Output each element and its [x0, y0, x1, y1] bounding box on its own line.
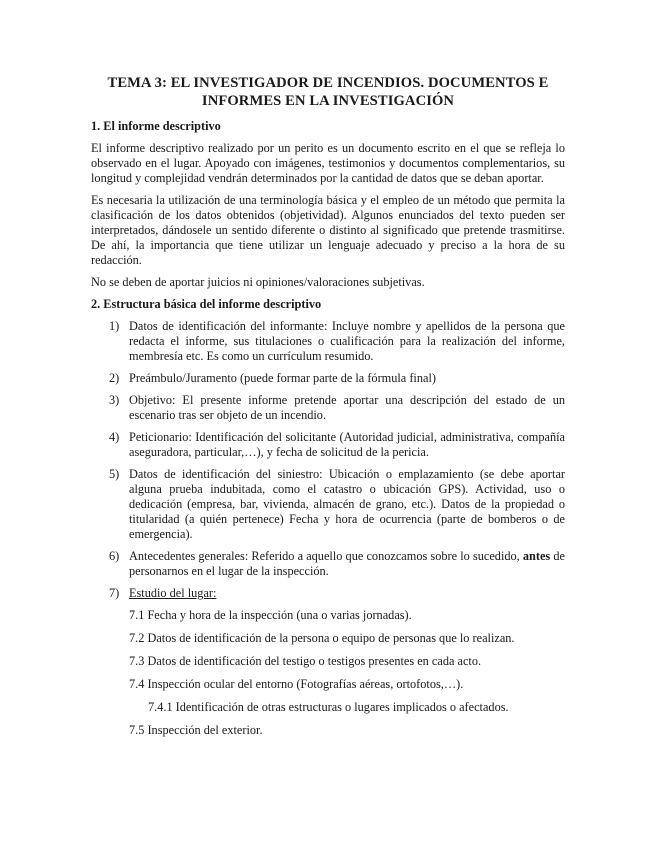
- list-item-number: 5): [109, 467, 120, 481]
- list-item-text-after: de personarnos en el lugar de la inspección.: [129, 549, 565, 578]
- list-item-number: 6): [109, 549, 120, 563]
- subitem-7-4: 7.4 Inspección ocular del entorno (Fotografías aéreas, ortofotos,…).: [129, 677, 464, 691]
- document-title: [91, 74, 565, 110]
- list-item-text: Datos de identificación del informante: Incluye nombre y apellidos de la persona que redacta el informe, sus titulaciones o cualificación para la realización del informe, membresía etc. Es como un currículum resumido.: [129, 319, 565, 363]
- title-line-1: TEMA 3: EL INVESTIGADOR DE INCENDIOS. DOCUMENTOS E: [107, 75, 549, 91]
- list-item: [91, 393, 565, 423]
- paragraph-terminology: Es necesaria la utilización de una terminología básica y el empleo de un método que permita la clasificación de los datos obtenidos (objetividad). Algunos enunciados del texto pueden ser interpretados, dándosele un sentido diferente o distinto al significado que pretende trasmitirse. De ahí, la importancia que tiene utilizar un lenguaje adecuado y preciso a la hora de su redacción.: [91, 193, 565, 267]
- subitem-7-5: 7.5 Inspección del exterior.: [129, 723, 263, 737]
- list-item-text-before: Antecedentes generales: Referido a aquello que conozcamos sobre lo sucedido,: [129, 549, 523, 563]
- list-item-text: Preámbulo/Juramento (puede formar parte de la fórmula final): [129, 371, 436, 385]
- paragraph-no-judgements: No se deben de aportar juicios ni opiniones/valoraciones subjetivas.: [91, 275, 425, 289]
- section-heading-informe-descriptivo: 1. El informe descriptivo: [91, 119, 221, 133]
- list-item: [91, 319, 565, 364]
- list-item-bold-word: antes: [522, 549, 551, 563]
- list-item-text: Peticionario: Identificación del solicitante (Autoridad judicial, administrativa, compañía aseguradora, particular,…), y fecha de solicitud de la pericia.: [129, 430, 565, 459]
- subitem-7-2: 7.2 Datos de identificación de la persona o equipo de personas que lo realizan.: [129, 631, 515, 645]
- subitem-7-4-1: 7.4.1 Identificación de otras estructuras o lugares implicados o afectados.: [148, 700, 509, 714]
- list-item-text-underlined: Estudio del lugar:: [129, 586, 217, 600]
- section-heading-estructura: 2. Estructura básica del informe descriptivo: [91, 297, 322, 311]
- list-item-number: 7): [109, 586, 120, 600]
- list-item: [91, 586, 565, 601]
- list-item: [91, 549, 565, 579]
- list-item-number: 4): [109, 430, 120, 444]
- list-item-number: 3): [109, 393, 120, 407]
- list-item-text: Objetivo: El presente informe pretende aportar una descripción del estado de un escenario tras ser objeto de un incendio.: [129, 393, 565, 422]
- list-item: [91, 467, 565, 542]
- subitem-7-1: 7.1 Fecha y hora de la inspección (una o varias jornadas).: [129, 608, 412, 622]
- list-item: [91, 371, 565, 386]
- structure-list: [91, 319, 565, 601]
- list-item-number: 1): [109, 319, 120, 333]
- title-line-2: INFORMES EN LA INVESTIGACIÓN: [201, 93, 455, 109]
- list-item: [91, 430, 565, 460]
- list-item-text: Datos de identificación del siniestro: Ubicación o emplazamiento (se debe aportar alguna prueba indubitada, como el catastro o ubicación GPS). Actividad, uso o dedicación (empresa, bar, vivienda, almacén de grano, etc.). Datos de la propiedad o titularidad (a quién pertenece) Fecha y hora de ocurrencia (parte de bomberos o de emergencia).: [129, 467, 565, 541]
- list-item-number: 2): [109, 371, 120, 385]
- paragraph-definition: El informe descriptivo realizado por un perito es un documento escrito en el que se refleja lo observado en el lugar. Apoyado con imágenes, testimonios y documentos complementarios, su longitud y complejidad vendrán determinados por la cantidad de datos que se deban aportar.: [91, 141, 565, 185]
- subitem-7-3: 7.3 Datos de identificación del testigo o testigos presentes en cada acto.: [129, 654, 482, 668]
